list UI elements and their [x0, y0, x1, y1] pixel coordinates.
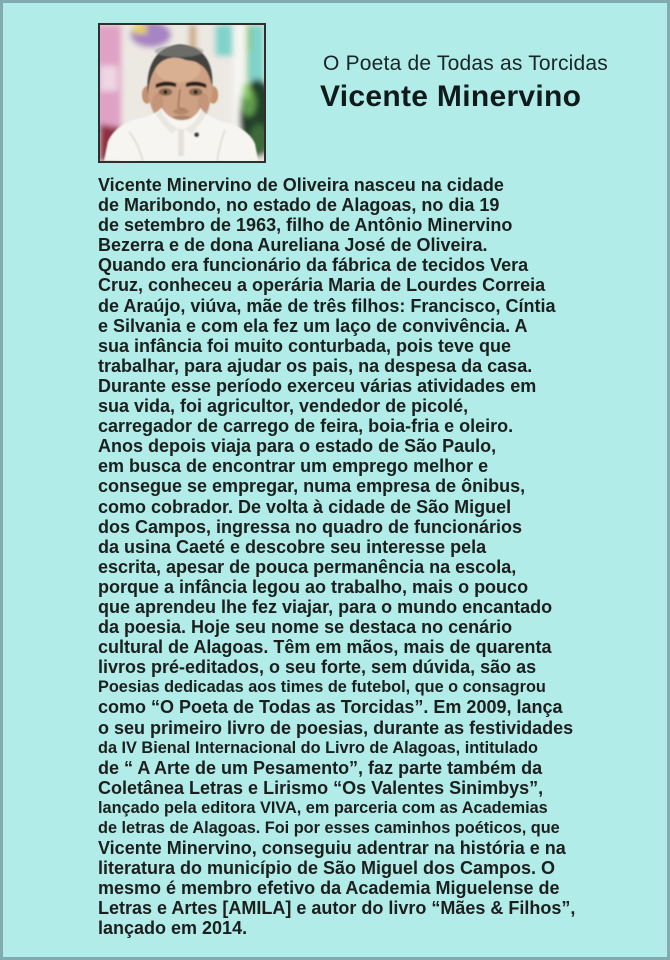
- flyer-subtitle: O Poeta de Todas as Torcidas: [323, 52, 608, 75]
- portrait-photo: [98, 23, 266, 163]
- bio-line: Cruz, conheceu a operária Maria de Lourdes Correia: [98, 275, 546, 296]
- bio-line: dos Campos, ingressa no quadro de funcionários: [98, 516, 523, 537]
- bio-line: o seu primeiro livro de poesias, durante as festividades: [98, 717, 574, 738]
- bio-line: de setembro de 1963, filho de Antônio Minervino: [98, 215, 513, 236]
- bio-line: em busca de encontrar um emprego melhor e: [98, 456, 489, 477]
- bio-line: consegue se empregar, numa empresa de ônibus,: [98, 476, 526, 497]
- bio-line: da IV Bienal Internacional do Livro de Alagoas, intitulado: [98, 738, 538, 757]
- bio-line: e Silvania e com ela fez um laço de convivência. A: [98, 315, 528, 336]
- flyer-title: Vicente Minervino: [320, 80, 582, 113]
- bio-line: como cobrador. De volta à cidade de São Miguel: [98, 496, 512, 517]
- bio-line: cultural de Alagoas. Têm em mãos, mais de quarenta: [98, 637, 552, 658]
- portrait-photo-illustration: [100, 25, 264, 161]
- bio-line: Vicente Minervino de Oliveira nasceu na cidade: [98, 175, 504, 195]
- bio-line: livros pré-editados, o seu forte, sem dúvida, são as: [98, 657, 537, 678]
- bio-line: de letras de Alagoas. Foi por esses caminhos poéticos, que: [98, 819, 560, 837]
- bio-line: Letras e Artes [AMILA] e autor do livro “Mães & Filhos”,: [98, 898, 576, 919]
- bio-line: de Maribondo, no estado de Alagoas, no dia 19: [98, 195, 500, 216]
- bio-line: lançado em 2014.: [98, 918, 248, 939]
- biography-text: [98, 175, 658, 939]
- bio-line: sua vida, foi agricultor, vendedor de picolé,: [98, 396, 469, 417]
- bio-line: que aprendeu lhe fez viajar, para o mundo encantado: [98, 596, 553, 617]
- bio-line: da usina Caeté e descobre seu interesse pela: [98, 536, 487, 557]
- bio-line: Durante esse período exerceu várias atividades em: [98, 375, 537, 396]
- bio-line: porque a infância legou ao trabalho, mais o pouco: [98, 576, 529, 597]
- bio-line: de Araújo, viúva, mãe de três filhos: Francisco, Cíntia: [98, 295, 556, 316]
- bio-line: mesmo é membro efetivo da Academia Miguelense de: [98, 878, 560, 899]
- bio-line: Bezerra e de dona Aureliana José de Oliveira.: [98, 235, 488, 256]
- bio-line: como “O Poeta de Todas as Torcidas”. Em 2009, lança: [98, 697, 563, 718]
- bio-line: Poesias dedicadas aos times de futebol, que o consagrou: [98, 678, 546, 697]
- bio-line: literatura do município de São Miguel dos Campos. O: [98, 858, 556, 879]
- bio-line: da poesia. Hoje seu nome se destaca no cenário: [98, 617, 513, 638]
- bio-line: Coletânea Letras e Lirismo “Os Valentes Sinimbys”,: [98, 777, 544, 798]
- bio-line: sua infância foi muito conturbada, pois teve que: [98, 335, 512, 356]
- bio-line: Vicente Minervino, conseguiu adentrar na história e na: [98, 838, 566, 859]
- bio-line: trabalhar, para ajudar os pais, na despesa da casa.: [98, 355, 533, 376]
- bio-line: lançado pela editora VIVA, em parceria com as Academias: [98, 798, 548, 817]
- bio-line: Quando era funcionário da fábrica de tecidos Vera: [98, 255, 529, 276]
- bio-line: Anos depois viaja para o estado de São Paulo,: [98, 436, 497, 457]
- bio-line: escrita, apesar de pouca permanência na escola,: [98, 556, 517, 577]
- bio-line: de “ A Arte de um Pesamento”, faz parte também da: [98, 757, 543, 778]
- bio-line: carregador de carrego de feira, boia-fria e oleiro.: [98, 416, 514, 437]
